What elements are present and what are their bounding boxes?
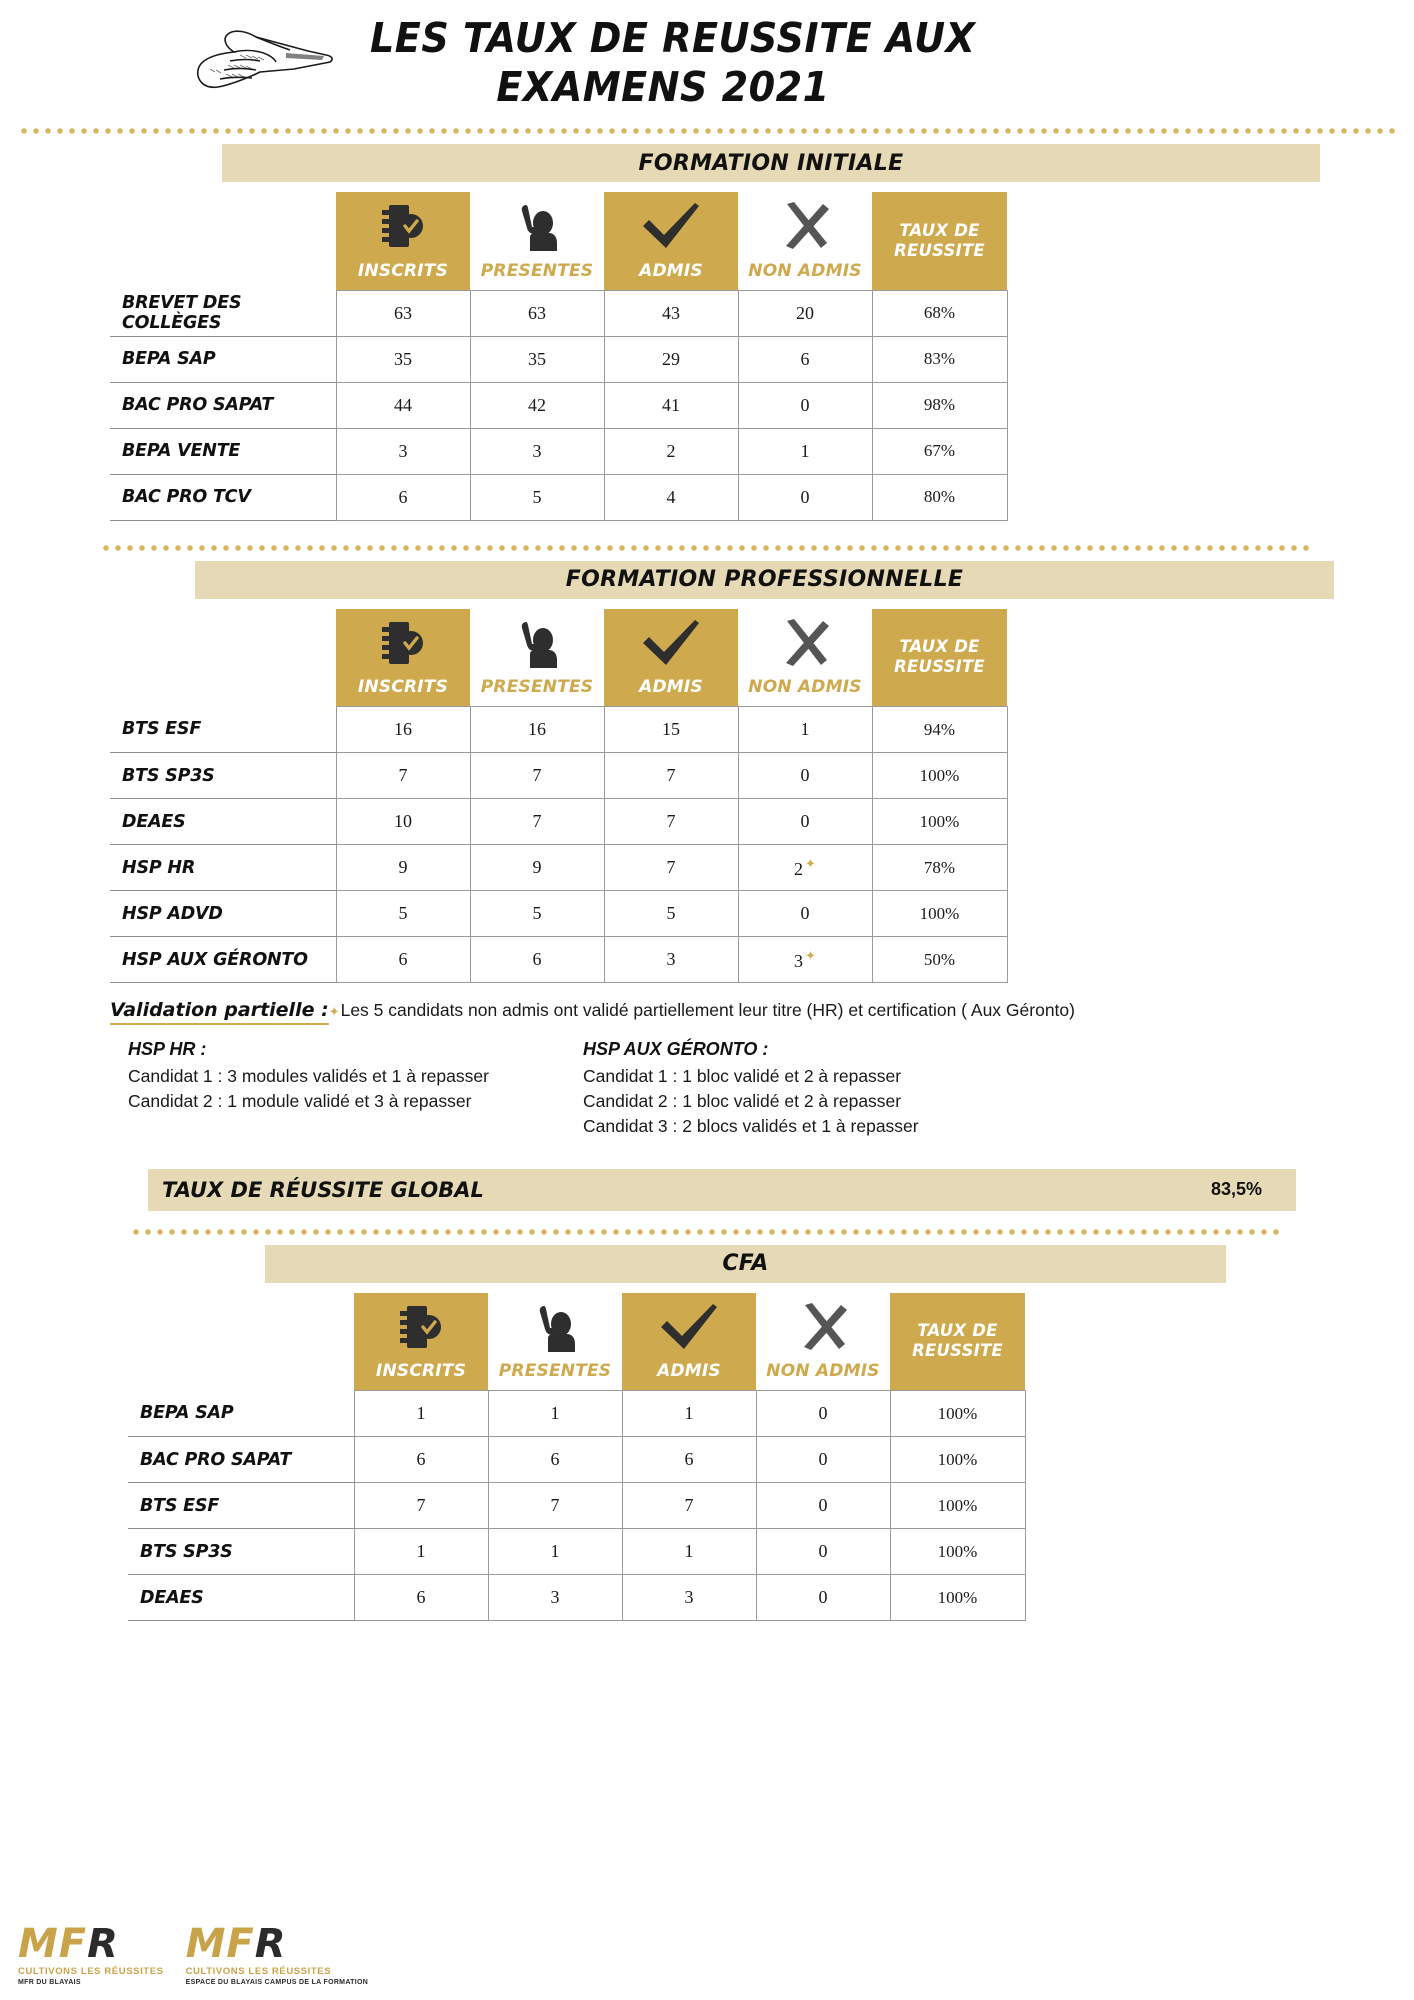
cell-taux: 100% [890,1437,1025,1483]
validation-item: Candidat 2 : 1 module validé et 3 à repasser [128,1090,472,1111]
table-row [110,937,1007,983]
row-label: BTS ESF [110,707,336,753]
table-row [110,891,1007,937]
section-banner-cfa [265,1245,1226,1283]
global-rate-value: 83,5% [1210,1179,1262,1200]
header-admis-label: ADMIS [639,260,703,281]
cell-presentes: 7 [470,753,604,799]
checklist-document-icon [336,615,470,671]
cell-admis: 41 [604,382,738,428]
cell-non-admis: 0 [756,1529,890,1575]
header-presentes-label: PRESENTES [480,677,594,697]
header-non-admis [738,192,872,290]
header-non-admis-label: NON ADMIS [766,1361,880,1382]
cell-taux: 100% [890,1483,1025,1529]
dotted-divider-2 [100,543,1314,553]
cell-admis: 43 [604,290,738,336]
cell-presentes: 16 [470,707,604,753]
cell-inscrits: 35 [336,336,470,382]
cell-non-admis: 0 [738,382,872,428]
validation-group-hsp-aux-geronto [583,1039,1103,1139]
cell-inscrits: 7 [336,753,470,799]
table-header-row [110,609,1007,707]
cell-inscrits: 6 [354,1575,488,1621]
cross-x-icon [738,615,872,671]
cell-admis: 7 [604,845,738,891]
cell-non-admis: 0 [756,1575,890,1621]
table-row [110,799,1007,845]
cell-presentes: 6 [470,937,604,983]
cross-x-icon [738,198,872,254]
header-label-spacer [128,1293,354,1391]
cell-non-admis: 6 [738,336,872,382]
table-row [110,753,1007,799]
global-success-rate-bar [148,1169,1296,1211]
row-label: BTS ESF [128,1483,354,1529]
section-banner-formation-professionnelle [195,561,1334,599]
cell-inscrits: 6 [336,474,470,520]
row-label: DEAES [128,1575,354,1621]
table-row [110,290,1007,336]
footer-logos [18,1921,369,1986]
cell-non-admis: 0 [738,891,872,937]
row-label: BTS SP3S [110,753,336,799]
logo-tagline: CULTIVONS LES RÉUSSITES [18,1966,164,1977]
cell-admis: 2 [604,428,738,474]
cell-taux: 100% [872,753,1007,799]
cell-non-admis: 0 [738,753,872,799]
row-label: BREVET DES COLLÈGES [110,290,336,336]
table-header-row [128,1293,1025,1391]
table-row [128,1483,1025,1529]
row-label: HSP ADVD [110,891,336,937]
validation-item: Candidat 2 : 1 bloc validé et 2 à repasser [583,1090,902,1111]
cell-admis: 29 [604,336,738,382]
validation-group-heading: HSP AUX GÉRONTO : [583,1039,769,1059]
cell-non-admis: 2 ✦ [738,845,872,891]
cell-presentes: 5 [470,474,604,520]
cell-inscrits: 3 [336,428,470,474]
header-presentes-label: PRESENTES [498,1361,612,1382]
row-label: BEPA VENTE [110,428,336,474]
cell-inscrits: 7 [354,1483,488,1529]
cell-presentes: 3 [470,428,604,474]
cell-taux: 67% [872,428,1007,474]
row-label: BEPA SAP [128,1391,354,1437]
cell-inscrits: 44 [336,382,470,428]
cell-taux: 100% [890,1391,1025,1437]
checkmark-icon [604,615,738,671]
cell-admis: 7 [604,799,738,845]
row-label: BAC PRO SAPAT [128,1437,354,1483]
cell-admis: 15 [604,707,738,753]
table-row [110,382,1007,428]
cell-admis: 3 [604,937,738,983]
validation-headline [110,999,1120,1025]
header-inscrits [336,192,470,290]
validation-item: Candidat 3 : 2 blocs validés et 1 à repasser [583,1115,919,1136]
cell-non-admis: 0 [738,799,872,845]
logo-tagline: CULTIVONS LES RÉUSSITES [185,1966,332,1977]
table-cfa [128,1293,1026,1622]
header-label-spacer [110,609,336,707]
row-label: BAC PRO SAPAT [110,382,336,428]
page-title [348,14,978,111]
header-inscrits-label: INSCRITS [357,260,449,281]
cell-inscrits: 63 [336,290,470,336]
dotted-divider-1 [18,126,1396,136]
raised-hand-person-icon [470,198,604,254]
cell-taux: 100% [890,1529,1025,1575]
cell-admis: 4 [604,474,738,520]
header-non-admis-label: NON ADMIS [748,677,862,697]
row-label: DEAES [110,799,336,845]
table-formation-initiale [110,192,1008,521]
logo-subtitle: ESPACE DU BLAYAIS CAMPUS DE LA FORMATION [185,1979,369,1986]
cell-taux: 78% [872,845,1007,891]
section-banner-label: FORMATION PROFESSIONNELLE [565,567,964,592]
header-inscrits [354,1293,488,1391]
cell-inscrits: 10 [336,799,470,845]
logo-mfr-campus [185,1921,369,1986]
cell-taux: 80% [872,474,1007,520]
cell-presentes: 42 [470,382,604,428]
header-taux-line1: TAUX DE [917,1321,998,1341]
partial-validation-star: ✦ [805,855,816,871]
cross-x-icon [756,1299,890,1355]
cell-presentes: 7 [488,1483,622,1529]
section-banner-label: CFA [722,1251,769,1277]
cell-presentes: 7 [470,799,604,845]
header-taux-line1: TAUX DE [899,637,980,657]
header-presentes [488,1293,622,1391]
row-label: HSP HR [110,845,336,891]
cell-inscrits: 5 [336,891,470,937]
cell-inscrits: 6 [336,937,470,983]
logo-mark-text: MFR [185,1921,287,1967]
row-label: BAC PRO TCV [110,474,336,520]
cell-admis: 1 [622,1529,756,1575]
cell-presentes: 1 [488,1529,622,1575]
cell-non-admis: 0 [756,1437,890,1483]
title-line-2: EXAMENS 2021 [496,63,830,111]
cell-presentes: 9 [470,845,604,891]
validation-text: Les 5 candidats non admis ont validé partiellement leur titre (HR) et certification ( Aux Géronto) [340,1000,1075,1020]
cell-admis: 7 [604,753,738,799]
header-admis [604,192,738,290]
cell-inscrits: 1 [354,1391,488,1437]
cell-presentes: 5 [470,891,604,937]
header-taux-reussite [872,192,1007,290]
cell-non-admis: 1 [738,707,872,753]
cell-presentes: 35 [470,336,604,382]
logo-subtitle: MFR DU BLAYAIS [18,1979,81,1986]
table-row [128,1391,1025,1437]
checklist-document-icon [336,198,470,254]
header-presentes [470,192,604,290]
cell-taux: 100% [872,891,1007,937]
header-admis [622,1293,756,1391]
table-row [128,1529,1025,1575]
table-row [128,1575,1025,1621]
validation-groups [110,1039,1120,1139]
logo-mark-text: MFR [18,1921,119,1967]
header-taux-reussite [890,1293,1025,1391]
cell-non-admis: 3 ✦ [738,937,872,983]
table-row [110,474,1007,520]
global-rate-label: TAUX DE RÉUSSITE GLOBAL [162,1177,484,1202]
cell-taux: 94% [872,707,1007,753]
checkmark-icon [622,1299,756,1355]
cell-presentes: 63 [470,290,604,336]
partial-validation-star: ✦ [805,947,816,963]
validation-item: Candidat 1 : 3 modules validés et 1 à repasser [128,1066,489,1086]
header-taux-line2: REUSSITE [912,1341,1003,1361]
cell-inscrits: 6 [354,1437,488,1483]
page-header [0,0,1414,126]
cell-non-admis: 0 [756,1483,890,1529]
table-row [128,1437,1025,1483]
cell-taux: 68% [872,290,1007,336]
row-label: HSP AUX GÉRONTO [110,937,336,983]
header-admis [604,609,738,707]
section-banner-formation-initiale [222,144,1320,182]
header-taux-line1: TAUX DE [899,220,980,240]
dotted-divider-3 [130,1227,1284,1237]
validation-group-heading: HSP HR : [128,1039,207,1059]
header-non-admis [738,609,872,707]
cell-taux: 98% [872,382,1007,428]
cell-admis: 1 [622,1391,756,1437]
validation-group-hsp-hr [128,1039,583,1139]
row-label: BEPA SAP [110,336,336,382]
validation-star: ✦ [328,1004,340,1019]
table-row [110,707,1007,753]
table-formation-professionnelle [110,609,1008,984]
table-row [110,845,1007,891]
header-presentes [470,609,604,707]
header-taux-line2: REUSSITE [894,240,985,260]
header-inscrits-label: INSCRITS [357,677,449,697]
checklist-document-icon [354,1299,488,1355]
cell-non-admis: 1 [738,428,872,474]
header-non-admis [756,1293,890,1391]
header-presentes-label: PRESENTES [480,260,594,281]
section-banner-label: FORMATION INITIALE [638,150,904,176]
header-label-spacer [110,192,336,290]
cell-taux: 50% [872,937,1007,983]
cell-admis: 6 [622,1437,756,1483]
validation-note [110,999,1120,1139]
header-non-admis-label: NON ADMIS [748,260,862,281]
cell-inscrits: 16 [336,707,470,753]
cell-presentes: 6 [488,1437,622,1483]
raised-hand-person-icon [470,615,604,671]
table-row [110,336,1007,382]
title-line-1: LES TAUX DE REUSSITE AUX [370,14,976,62]
cell-admis: 3 [622,1575,756,1621]
header-taux-line2: REUSSITE [894,657,985,677]
table-row [110,428,1007,474]
cell-inscrits: 9 [336,845,470,891]
header-inscrits [336,609,470,707]
cell-presentes: 3 [488,1575,622,1621]
validation-item: Candidat 1 : 1 bloc validé et 2 à repasser [583,1066,902,1086]
cell-inscrits: 1 [354,1529,488,1575]
cell-non-admis: 0 [738,474,872,520]
cell-taux: 83% [872,336,1007,382]
cell-non-admis: 20 [738,290,872,336]
cell-admis: 5 [604,891,738,937]
cell-admis: 7 [622,1483,756,1529]
cell-non-admis: 0 [756,1391,890,1437]
header-admis-label: ADMIS [657,1361,721,1382]
cell-presentes: 1 [488,1391,622,1437]
pointing-hand-icon [190,25,340,103]
header-inscrits-label: INSCRITS [375,1361,467,1382]
validation-title: Validation partielle : [110,999,329,1025]
header-taux-reussite [872,609,1007,707]
row-label: BTS SP3S [128,1529,354,1575]
header-admis-label: ADMIS [639,677,703,697]
cell-taux: 100% [872,799,1007,845]
cell-taux: 100% [890,1575,1025,1621]
table-header-row [110,192,1007,290]
checkmark-icon [604,198,738,254]
logo-mfr-blayais [18,1921,164,1986]
raised-hand-person-icon [488,1299,622,1355]
